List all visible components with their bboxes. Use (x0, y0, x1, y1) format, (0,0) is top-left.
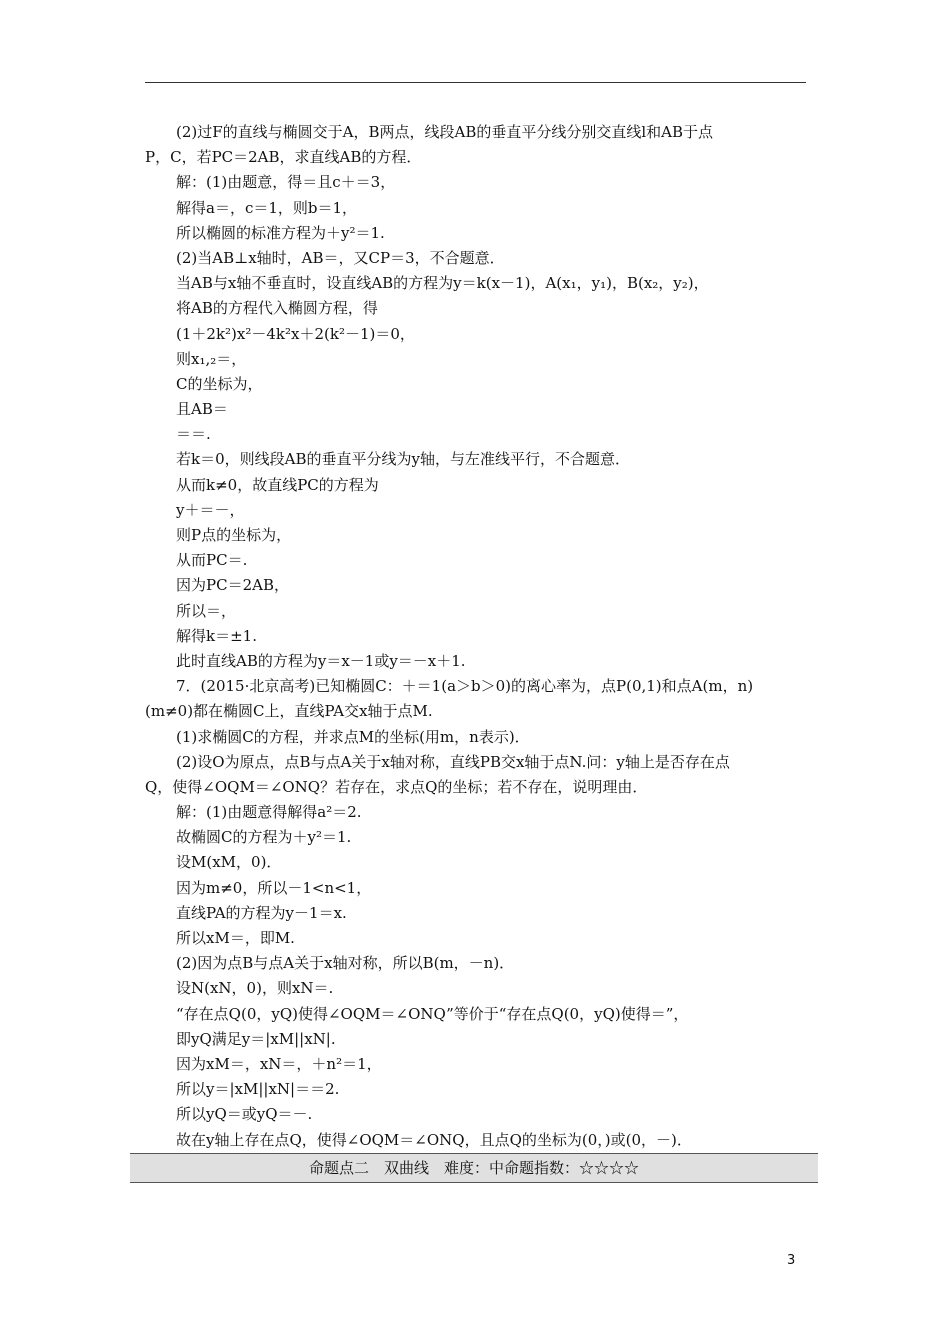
text-line: 因为m≠0，所以－1<n<1， (176, 878, 372, 897)
text-line: 设N(xN，0)，则xN＝. (176, 979, 334, 998)
text-line: 所以椭圆的标准方程为＋y²＝1. (176, 223, 385, 242)
text-line: 所以xM＝，即M. (176, 929, 295, 947)
text-line: 即yQ满足y＝|xM||xN|. (176, 1029, 336, 1048)
text-line: 解得a＝，c＝1，则b＝1， (176, 198, 358, 217)
text-line: 故在y轴上存在点Q，使得∠OQM＝∠ONQ，且点Q的坐标为(0，)或(0，－)． (176, 1130, 692, 1149)
text-line: 所以y＝|xM||xN|＝＝2. (176, 1080, 340, 1099)
text-line: (2)设O为原点，点B与点A关于x轴对称，直线PB交x轴于点N.问：y轴上是否存在点 (176, 752, 730, 771)
text-line: 因为xM＝，xN＝，＋n²＝1， (176, 1054, 382, 1073)
text-line: y＋＝－， (176, 500, 245, 519)
text-line: “存在点Q(0，yQ)使得∠OQM＝∠ONQ”等价于“存在点Q(0，yQ)使得＝”， (176, 1004, 689, 1023)
text-line: ＝＝. (176, 425, 211, 444)
text-line: (2)当AB⊥x轴时，AB＝，又CP＝3，不合题意． (176, 248, 505, 267)
text-line: 解：(1)由题意得解得a²＝2. (176, 803, 362, 822)
text-line: (2)过F的直线与椭圆交于A，B两点，线段AB的垂直平分线分别交直线l和AB于点 (176, 123, 714, 141)
text-line: (1)求椭圆C的方程，并求点M的坐标(用m，n表示)． (176, 727, 530, 746)
text-line: 若k＝0，则线段AB的垂直平分线为y轴，与左准线平行，不合题意． (176, 450, 630, 469)
header-rule (145, 82, 806, 83)
text-line: 此时直线AB的方程为y＝x－1或y＝－x＋1. (176, 651, 466, 670)
text-line: 从而k≠0，故直线PC的方程为 (176, 475, 379, 494)
text-line: (2)因为点B与点A关于x轴对称，所以B(m，－n)． (176, 954, 515, 973)
text-line: (m≠0)都在椭圆C上，直线PA交x轴于点M. (145, 702, 433, 721)
text-line: P，C，若PC＝2AB，求直线AB的方程． (145, 148, 422, 167)
text-line: 解：(1)由题意，得＝且c＋＝3， (176, 173, 396, 192)
text-line: 解得k＝±1. (176, 626, 257, 645)
text-line: 将AB的方程代入椭圆方程，得 (176, 299, 378, 318)
text-line: 因为PC＝2AB， (176, 576, 289, 595)
text-line: 且AB＝ (176, 400, 228, 419)
text-line: 从而PC＝. (176, 551, 248, 570)
text-line: 当AB与x轴不垂直时，设直线AB的方程为y＝k(x－1)，A(x₁，y₁)，B(x₂，y₂)， (176, 274, 709, 293)
text-line: 7．(2015·北京高考)已知椭圆C：＋＝1(a＞b＞0)的离心率为，点P(0,1)和点A(m，n) (176, 677, 754, 696)
section-banner: 命题点二 双曲线 难度：中命题指数：☆☆☆☆ (130, 1153, 818, 1183)
text-line: 直线PA的方程为y－1＝x. (176, 903, 347, 922)
text-line: 所以＝， (176, 601, 237, 620)
text-line: C的坐标为， (176, 374, 263, 393)
text-line: 则P点的坐标为， (176, 526, 292, 544)
document-body (145, 120, 810, 1153)
text-line: (1＋2k²)x²－4k²x＋2(k²－1)＝0， (176, 324, 415, 343)
page-number: 3 (787, 1253, 796, 1268)
text-line: 故椭圆C的方程为＋y²＝1. (176, 828, 352, 847)
text-line: 所以yQ＝或yQ＝－. (176, 1105, 313, 1124)
text-line: 则x₁,₂＝， (176, 349, 247, 368)
text-line: 设M(xM，0)． (176, 853, 282, 872)
text-line: Q，使得∠OQM＝∠ONQ？若存在，求点Q的坐标；若不存在，说明理由． (145, 777, 648, 796)
